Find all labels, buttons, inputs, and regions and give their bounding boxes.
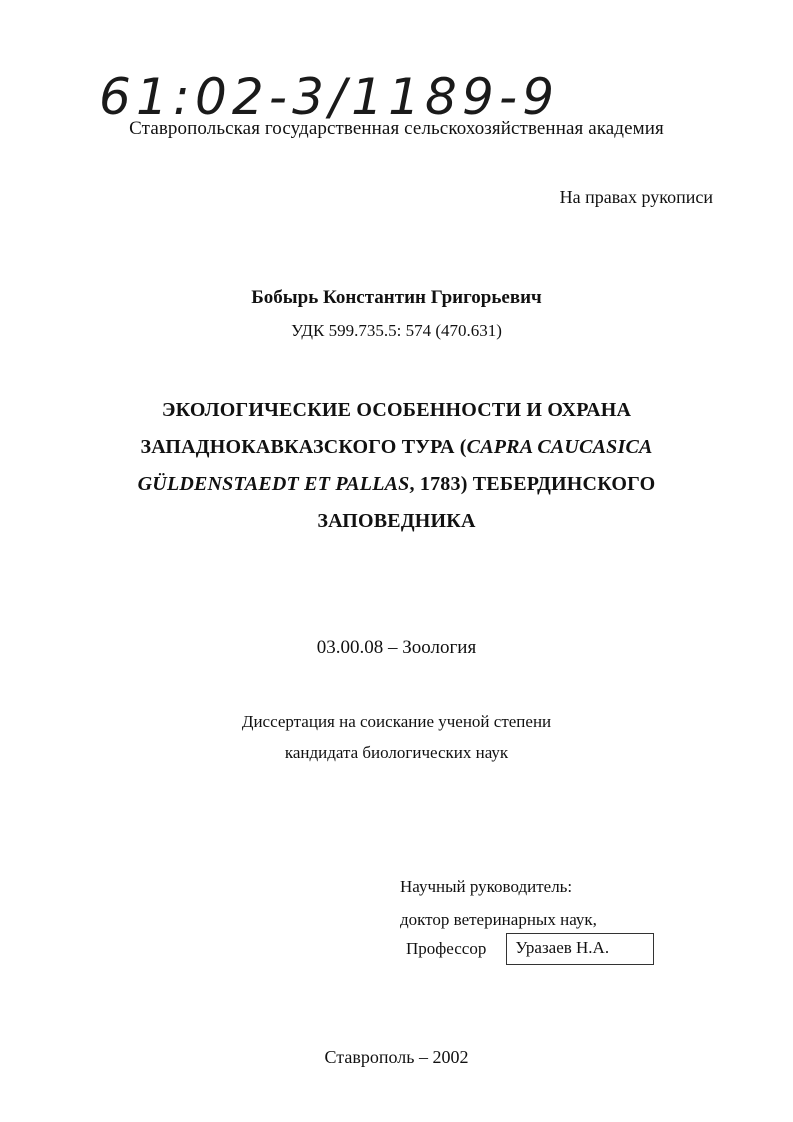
udk-code: УДК 599.735.5: 574 (470.631) [291, 321, 502, 340]
title-line-2 [70, 429, 723, 466]
supervisor-degree: доктор ветеринарных наук, [400, 910, 597, 929]
degree-line-2: кандидата биологических наук [284, 743, 509, 762]
manuscript-rights-note: На правах рукописи [559, 187, 713, 207]
supervisor-label: Научный руководитель: [400, 877, 573, 896]
city-year: Ставрополь – 2002 [324, 1047, 469, 1067]
supervisor-name-box: Уразаев Н.А. [506, 933, 654, 965]
institution-name: Ставропольская государственная сельскохозяйственная академия [129, 118, 664, 139]
degree-line-1: Диссертация на соискание ученой степени [241, 712, 552, 731]
supervisor-block [400, 870, 597, 936]
title-line-1: ЭКОЛОГИЧЕСКИЕ ОСОБЕННОСТИ И ОХРАНА [161, 399, 632, 421]
title-line-3 [70, 466, 723, 503]
supervisor-rank-row [406, 933, 654, 965]
title-line-3-text: , 1783) ТЕБЕРДИНСКОГО [409, 473, 656, 495]
degree-statement [0, 706, 793, 768]
specialty-code: 03.00.08 – Зоология [316, 637, 477, 658]
handwritten-number-text: 61:02-3/1189-9 [99, 68, 554, 126]
supervisor-rank: Профессор [406, 939, 487, 958]
title-line-2-text: ЗАПАДНОКАВКАЗСКОГО ТУРА ( [140, 436, 467, 458]
species-authors: GÜLDENSTAEDT ET PALLAS [137, 473, 410, 495]
title-line-4: ЗАПОВЕДНИКА [317, 510, 476, 532]
species-latin-name: CAPRA CAUCASICA [466, 436, 653, 458]
author-name: Бобырь Константин Григорьевич [251, 287, 542, 308]
dissertation-title [70, 392, 723, 540]
